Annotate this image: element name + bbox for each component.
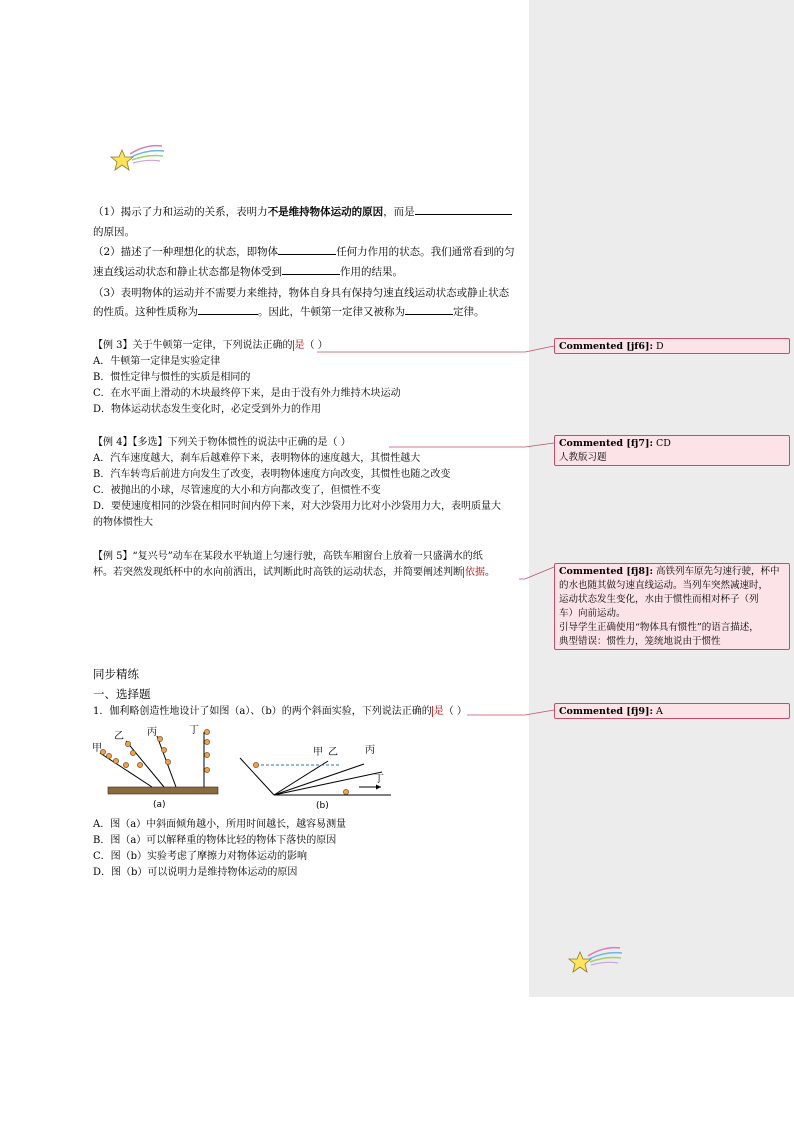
example-5-line-2: 杯。若突然发现纸杯中的水向前洒出，试判断此时高铁的运动状态，并简要阐述判断 依据。	[93, 567, 495, 578]
question-1-option-b: B．图（a）可以解释重的物体比轻的物体下落快的原因	[93, 835, 337, 846]
comment-text: 运动状态发生变化，水由于惯性而相对杯子（列	[559, 594, 759, 605]
figure-b-label-bing: 丙	[365, 745, 375, 756]
example-3-option-b: B．惯性定律与惯性的实质是相同的	[93, 372, 251, 383]
comment-text: CD	[652, 438, 671, 449]
paragraph-1-line-1: （1）揭示了力和运动的关系，表明力不是维持物体运动的原因，而是	[93, 202, 528, 222]
comment-author: Commented [fj9]:	[559, 706, 653, 717]
example-4-option-a: A．汽车速度越大，刹车后越难停下来，表明物体的速度越大，其惯性越大	[93, 453, 421, 464]
question-1-option-c: C．图（b）实验考虑了摩擦力对物体运动的影响	[93, 851, 308, 862]
figure-b-label-ding: 丁	[374, 774, 384, 785]
figure-b-label-yi: 乙	[328, 747, 338, 758]
figure-a-label-ding: 丁	[189, 725, 199, 736]
comment-text: 人教版习题	[559, 452, 607, 463]
question-1-stem: 1．伽利略创造性地设计了如图（a）、（b）的两个斜面实验，下列说法正确的 是（ ）	[93, 706, 467, 717]
subsection-title: 一、选择题	[93, 687, 151, 701]
example-4-option-d-line-1: D．要使速度相同的沙袋在相同时间内停下来，对大沙袋用力比对小沙袋用力大，表明质量大	[93, 501, 502, 512]
paragraph-3-line-2: 的性质。这种性质称为 。因此，牛顿第一定律又被称为 定律。	[93, 302, 528, 322]
figure-a-label-bing: 丙	[147, 727, 157, 738]
example-3-option-d: D．物体运动状态发生变化时，必定受到外力的作用	[93, 404, 322, 415]
comment-text: D	[652, 341, 664, 352]
figure-b-caption: (b)	[316, 801, 329, 811]
figure-a-label-yi: 乙	[114, 731, 124, 742]
example-3-option-c: C．在水平面上滑动的木块最终停下来，是由于没有外力维持木块运动	[93, 388, 401, 399]
comment-text: 引导学生正确使用“物体具有惯性”的语言描述，	[559, 622, 759, 633]
question-1-option-d: D．图（b）可以说明力是维持物体运动的原因	[93, 867, 298, 878]
example-5-line-1: 【例 5】“复兴号”动车在某段水平轨道上匀速行驶，高铁车厢窗台上放着一只盛满水的纸	[93, 551, 483, 562]
comment-text: 的水也随其做匀速直线运动。当列车突然减速时，	[559, 580, 769, 591]
section-title: 同步精练	[93, 667, 139, 681]
comment-text: A	[652, 706, 663, 717]
paragraph-1-line-2: 的原因。	[93, 226, 135, 238]
comment-author: Commented [fj7]:	[559, 438, 653, 449]
paragraph-2-line-1: （2）描述了一种理想化的状态，即物体 任何力作用的状态。我们通常看到的匀	[93, 242, 528, 262]
example-4-option-d-line-2: 的物体惯性大	[93, 517, 153, 528]
comment-fj9[interactable]	[554, 703, 790, 719]
example-4-stem: 【例 4】【多选】下列关于物体惯性的说法中正确的是（ ）	[93, 437, 351, 448]
paragraph-3-line-1: （3）表明物体的运动并不需要力来维持，物体自身具有保持匀速直线运动状态或静止状态	[93, 287, 510, 299]
example-4-option-b: B．汽车转弯后前进方向发生了改变，表明物体速度方向改变，其惯性也随之改变	[93, 469, 451, 480]
figure-a-caption: (a)	[153, 800, 166, 810]
comment-text: 车）向前运动。	[559, 608, 626, 619]
example-3-option-a: A．牛顿第一定律是实验定律	[93, 356, 221, 367]
example-4-option-c: C．被抛出的小球，尽管速度的大小和方向都改变了，但惯性不变	[93, 485, 381, 496]
comment-fj8[interactable]	[554, 563, 790, 650]
paragraph-2-line-2: 速直线运动状态和静止状态都是物体受到 作用的结果。	[93, 262, 528, 282]
example-3-stem: 【例 3】关于牛顿第一定律，下列说法正确的 是（ ）	[93, 340, 328, 351]
question-1-option-a: A．图（a）中斜面倾角越小，所用时间越长，越容易测量	[93, 819, 347, 830]
figure-b-label-jia: 甲	[313, 747, 323, 758]
figure-a-label-jia: 甲	[92, 743, 102, 754]
comment-fj7[interactable]	[554, 435, 790, 466]
comment-author: Commented [fj8]:	[559, 566, 653, 577]
comment-author: Commented [jf6]:	[559, 341, 653, 352]
comment-text: 典型错误：惯性力，笼统地说由于惯性	[559, 636, 721, 647]
comment-text: 高铁列车原先匀速行驶，杯中	[652, 566, 780, 577]
comment-jf6[interactable]	[554, 338, 790, 354]
